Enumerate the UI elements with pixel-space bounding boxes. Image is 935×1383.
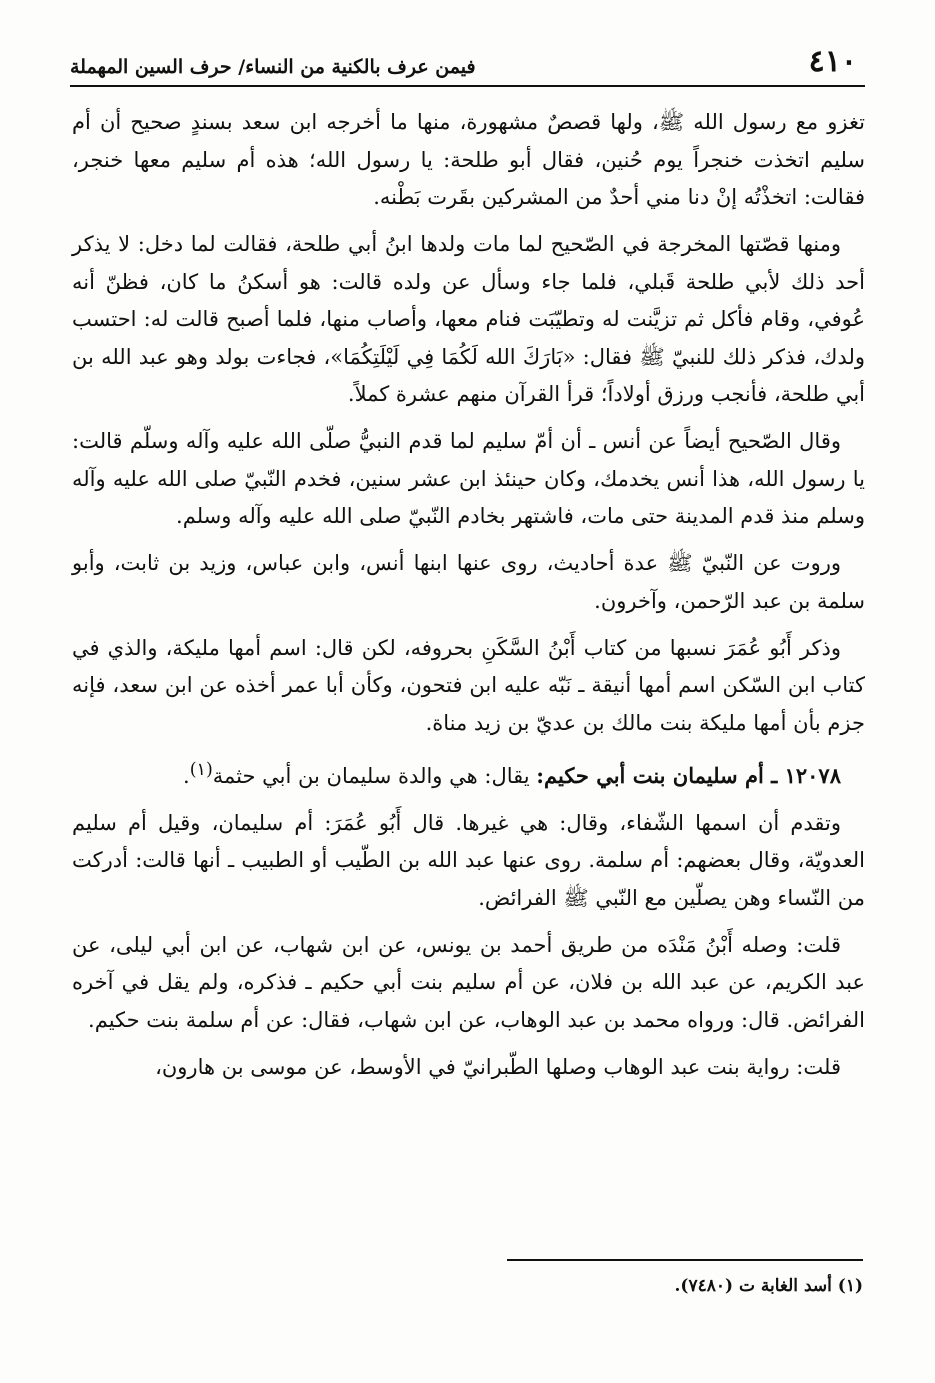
paragraph: وقال الصّحيح أيضاً عن أنس ـ أن أمّ سليم لما قدم النبيُّ صلّى الله عليه وآله وسلّم قالت: يا رسول الله، هذا أنس يخدمك، وكان حينئذ ابن عشر سنين، فخدم النّبيّ صلى الله عليه وآله وسلم منذ قدم المدينة حتى مات، فاشتهر بخادم النّبيّ صلى الله عليه وآله وسلم. <box>72 429 865 528</box>
paragraph: وذكر أَبُو عُمَرَ نسبها من كتاب أَبْنُ السَّكَنِ بحروفه، لكن قال: اسم أمها مليكة، والذي في كتاب ابن السّكن اسم أمها أنيقة ـ نَبّه عليه ابن فتحون، وكأن أبا عمر أخذه عن ابن سعد، فإنه جزم بأن أمها مليكة بنت مالك بن عديّ بن زيد مناة. <box>72 635 865 735</box>
paragraph: قلت: وصله أَبْنُ مَنْدَه من طريق أحمد بن يونس، عن ابن شهاب، عن ابن أبي ليلى، عن عبد الكريم، عن عبد الله بن فلان، عن أم سليم بنت أبي حكيم ـ فذكره، ولم يقل في آخره الفرائض. قال: ورواه محمد بن عبد الوهاب، عن ابن شهاب، فقال: عن أم سلمة بنت حكيم. <box>72 932 865 1032</box>
entry-paragraph <box>72 752 865 796</box>
paragraph: تغزو مع رسول الله ﷺ، ولها قصصٌ مشهورة، منها ما أخرجه ابن سعد بسندٍ صحيح أن أم سليم اتخذت خنجراً يوم حُنين، فقال أبو طلحة: يا رسول الله؛ هذه أم سليم معها خنجر، فقالت: اتخذْتُه إنْ دنا مني أحدٌ من المشركين بقَرت بَطْنه. <box>72 110 865 209</box>
running-title: فيمن عرف بالكنية من النساء/ حرف السين المهملة <box>70 56 476 78</box>
page-header <box>70 44 865 88</box>
page-number: ٤١٠ <box>808 44 857 79</box>
paragraph: وتقدم أن اسمها الشّفاء، وقال: هي غيرها. قال أَبُو عُمَرَ: أم سليمان، وقيل أم سليم العدويّة، وقال بعضهم: أم سلمة. روى عنها عبد الله بن الطّيب أو الطبيب ـ أنها قالت: أدركت من النّساء وهن يصلّين مع النّبي ﷺ الفرائض. <box>72 810 865 910</box>
header-rule <box>70 85 865 87</box>
main-text <box>72 104 865 1096</box>
footnote: (١) أسد الغابة ت (٧٤٨٠). <box>674 1276 863 1296</box>
footnote-reference: (١) <box>189 759 213 780</box>
entry-end: . <box>183 763 190 788</box>
paragraph: ومنها قصّتها المخرجة في الصّحيح لما مات ولدها ابنُ أبي طلحة، فقالت لما دخل: لا يذكر أحد ذلك لأبي طلحة قَبلي، فلما جاء وسأل عن ولده قالت: هو أسكنُ ما كان، فظنّ أنه عُوفي، وقام فأكل ثم تزيَّنت له وتطيّبَت فنام معها، وأصاب منها، فلما أصبح قالت له: احتسب ولدك، فذكر ذلك للنبيّ ﷺ فقال: «بَارَكَ الله لَكُمَا فِي لَيْلَتِكُمَا»، فجاءت بولد وهو عبد الله بن أبي طلحة، فأنجب ورزق أولاداً؛ قرأ القرآن منهم عشرة كملاً. <box>72 232 865 406</box>
paragraph: وروت عن النّبيّ ﷺ عدة أحاديث، روى عنها ابنها أنس، وابن عباس، وزيد بن ثابت، وأبو سلمة بن عبد الرّحمن، وآخرون. <box>72 551 865 613</box>
footnote-rule <box>507 1259 863 1261</box>
paragraph: قلت: رواية بنت عبد الوهاب وصلها الطّبرانيّ في الأوسط، عن موسى بن هارون، <box>155 1054 841 1079</box>
entry-text: يقال: هي والدة سليمان بن أبي حثمة <box>212 763 537 788</box>
entry-heading: ١٢٠٧٨ ـ أم سليمان بنت أبي حكيم: <box>536 762 841 788</box>
